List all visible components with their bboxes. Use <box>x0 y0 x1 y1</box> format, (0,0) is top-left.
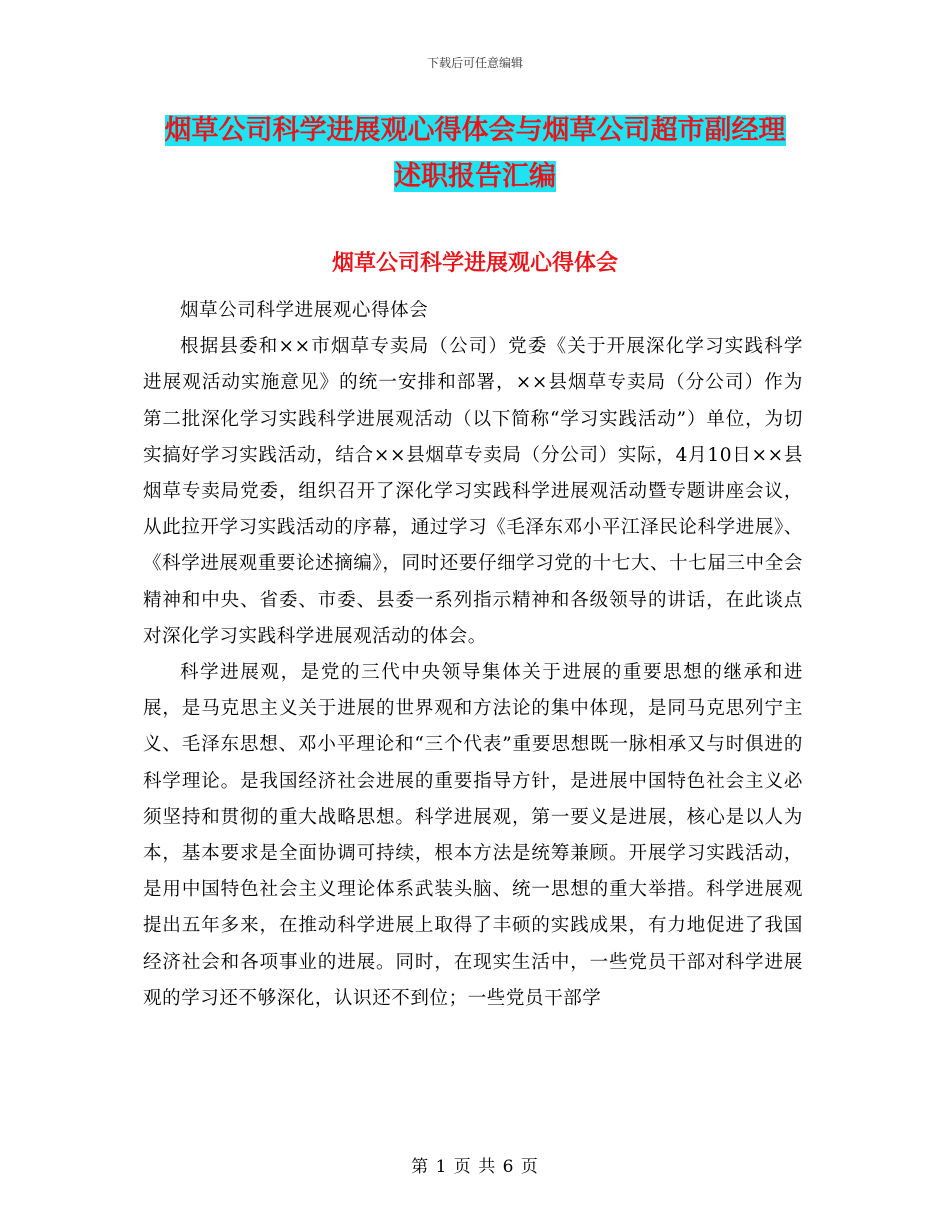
document-title-line-2: 述职报告汇编 <box>394 161 556 192</box>
page-header-note: 下载后可任意编辑 <box>426 56 523 70</box>
paragraph-1: 根据县委和××市烟草专卖局（公司）党委《关于开展深化学习实践科学进展观活动实施意见》的统一安排和部署，××县烟草专卖局（分公司）作为第二批深化学习实践科学进展观活动（以下简称“学习实践活动”）单位，为切实搞好学习实践活动，结合××县烟草专卖局（分公司）实际，4月10日××县烟草专卖局党委，组织召开了深化学习实践科学进展观活动暨专题讲座会议，从此拉开学习实践活动的序幕，通过学习《毛泽东邓小平江泽民论科学进展》、《科学进展观重要论述摘编》，同时还要仔细学习党的十七大、十七届三中全会精神和中央、省委、市委、县委一系列指示精神和各级领导的讲话，在此谈点对深化学习实践科学进展观活动的体会。 <box>143 336 803 647</box>
paragraph-2: 科学进展观，是党的三代中央领导集体关于进展的重要思想的继承和进展，是马克思主义关于进展的世界观和方法论的集中体现，是同马克思列宁主义、毛泽东思想、邓小平理论和“三个代表”重要思想既一脉相承又与时俱进的科学理论。是我国经济社会进展的重要指导方针，是进展中国特色社会主义必须坚持和贯彻的重大战略思想。科学进展观，第一要义是进展，核心是以人为本，基本要求是全面协调可持续，根本方法是统筹兼顾。开展学习实践活动，是用中国特色社会主义理论体系武装头脑、统一思想的重大举措。科学进展观提出五年多来，在推动科学进展上取得了丰硕的实践成果，有力地促进了我国经济社会和各项事业的进展。同时，在现实生活中，一些党员干部对科学进展观的学习还不够深化，认识还不到位；一些党员干部学 <box>143 662 803 1009</box>
document-title-line-1: 烟草公司科学进展观心得体会与烟草公司超市副经理 <box>164 115 786 146</box>
document-title <box>140 108 810 200</box>
paragraph-subheading: 烟草公司科学进展观心得体会 <box>180 300 429 321</box>
document-body <box>143 293 803 1017</box>
page-number-footer: 第 1 页 共 6 页 <box>411 1157 539 1177</box>
section-title: 烟草公司科学进展观心得体会 <box>331 251 618 276</box>
